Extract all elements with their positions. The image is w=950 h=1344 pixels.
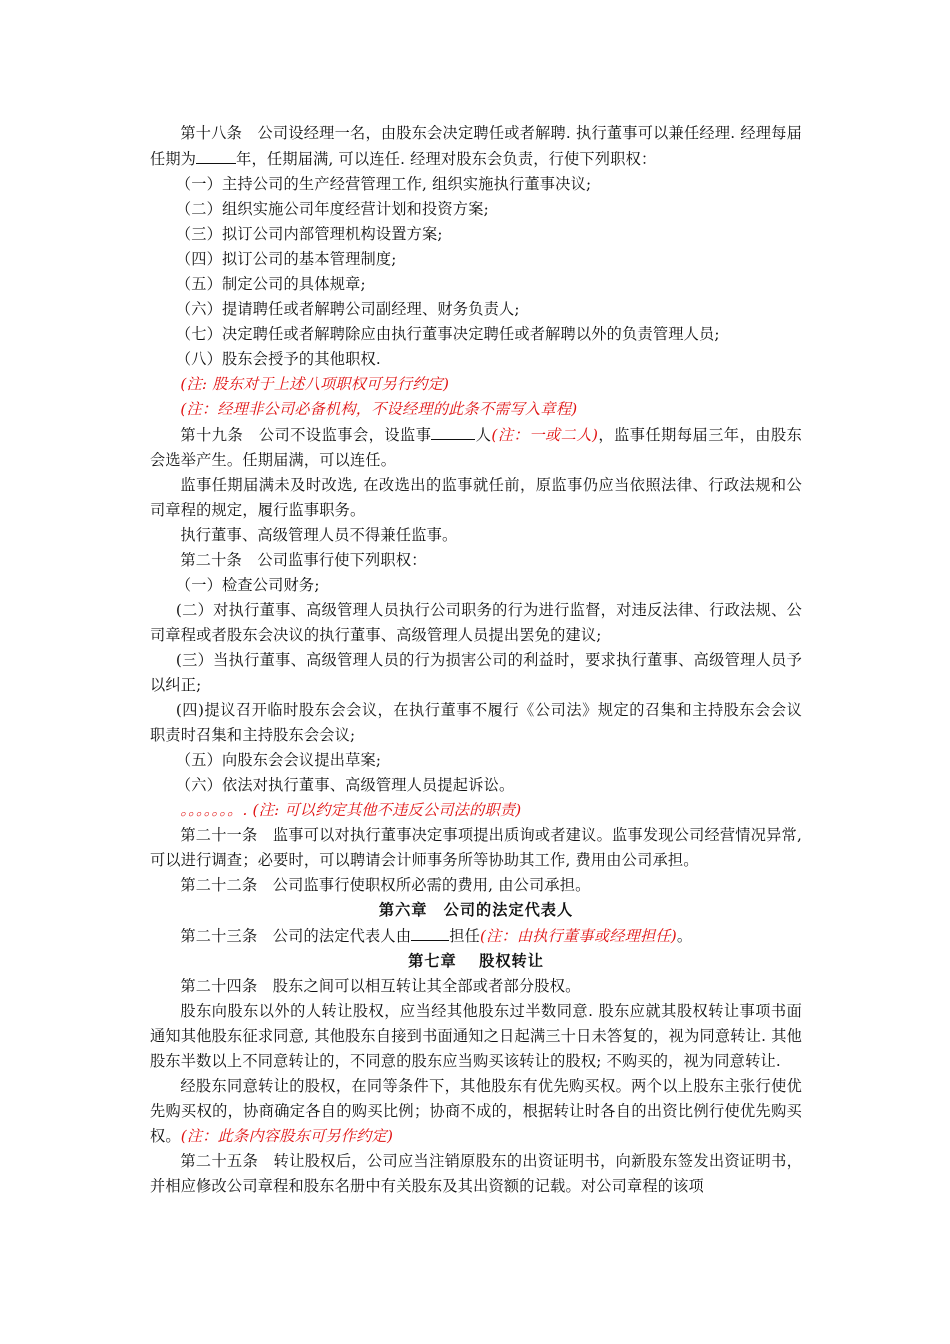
term-years-blank [196,146,236,164]
article-22: 第二十二条 公司监事行使职权所必需的费用, 由公司承担。 [180,876,591,894]
art18-item: （五）制定公司的具体规章; [175,275,366,293]
article-18-text-a: 第十八条 公司设经理一名，由股东会决定聘任或者解聘. 执行董事可以兼任经理. 经理每届任期为 [150,124,802,168]
article-19 [150,422,802,473]
document-body [150,121,802,1199]
article-23-note: (注：由执行董事或经理担任) [479,927,677,945]
chapter-7-heading: 第七章 股权转让 [408,952,544,970]
article-19-text-c: ，监事任期每届三年，由股东会选举产生。任期届满，可以连任。 [150,426,803,469]
article-23-text-c: 。 [676,927,693,945]
art20-item: （五）向股东会会议提出草案; [175,751,382,769]
chapter-6-heading: 第六章 公司的法定代表人 [378,901,574,919]
article-20: 第二十条 公司监事行使下列职权： [180,551,427,569]
article-18 [150,121,802,172]
article-19-para-3: 执行董事、高级管理人员不得兼任监事。 [180,526,458,544]
article-19-text-b: 人 [475,426,492,444]
art18-item: （八）股东会授予的其他职权. [175,350,381,368]
legal-rep-blank [411,923,449,941]
note-manager: (注：经理非公司必备机构，不设经理的此条不需写入章程) [180,400,578,418]
art18-item: （二）组织实施公司年度经营计划和投资方案; [175,200,489,218]
art18-item: （七）决定聘任或者解聘除应由执行董事决定聘任或者解聘以外的负责管理人员; [175,325,720,343]
art18-item: （一）主持公司的生产经营管理工作, 组织实施执行董事决议; [175,175,592,193]
article-19-para-2: 监事任期届满未及时改选, 在改选出的监事就任前，原监事仍应当依照法律、行政法规和公司章程的规定，履行监事职务。 [150,476,802,519]
article-24-note: (注：此条内容股东可另作约定) [180,1127,394,1145]
art20-item: (二）对执行董事、高级管理人员执行公司职务的行为进行监督，对违反法律、行政法规、公司章程或者股东会决议的执行董事、高级管理人员提出罢免的建议; [150,601,802,644]
art18-item: （六）提请聘任或者解聘公司副经理、财务负责人; [175,300,520,318]
article-19-note: (注：一或二人) [491,426,599,444]
article-23-text-a: 第二十三条 公司的法定代表人由 [180,927,412,945]
article-24-para-3-text: 经股东同意转让的股权，在同等条件下，其他股东有优先购买权。两个以上股东主张行使优先购买权的，协商确定各自的购买比例；协商不成的，根据转让时各自的出资比例行使优先购买权。 [150,1077,802,1145]
article-25: 第二十五条 转让股权后，公司应当注销原股东的出资证明书，向新股东签发出资证明书，并相应修改公司章程和股东名册中有关股东及其出资额的记载。对公司章程的该项 [150,1152,802,1195]
art20-item: (三）当执行董事、高级管理人员的行为损害公司的利益时，要求执行董事、高级管理人员予以纠正; [150,651,802,694]
supervisor-count-blank [431,422,475,440]
note-other-duties: 。。。。。。。. (注: 可以约定其他不违反公司法的职责) [180,801,522,819]
article-21: 第二十一条 监事可以对执行董事决定事项提出质询或者建议。监事发现公司经营情况异常, 可以进行调查；必要时，可以聘请会计师事务所等协助其工作, 费用由公司承担。 [150,826,802,869]
article-24-para-2: 股东向股东以外的人转让股权，应当经其他股东过半数同意. 股东应就其股权转让事项书面通知其他股东征求同意, 其他股东自接到书面通知之日起满三十日未答复的，视为同意转让. 其他股东半数以上不同意转让的，不同意的股东应当购买该转让的股权; 不购买的，视为同意转让. [150,1002,802,1070]
art20-item: （六）依法对执行董事、高级管理人员提起诉讼。 [175,776,515,794]
article-18-text-b: 年，任期届满, 可以连任. 经理对股东会负责，行使下列职权： [236,150,657,168]
art20-item: (四)提议召开临时股东会会议，在执行董事不履行《公司法》规定的召集和主持股东会会议职责时召集和主持股东会会议; [150,701,802,744]
art20-item: （一）检查公司财务; [175,576,320,594]
art18-item: （三）拟订公司内部管理机构设置方案; [175,225,443,243]
note-powers: (注: 股东对于上述八项职权可另行约定) [180,375,450,393]
article-24-para-3 [150,1074,802,1149]
art18-item: （四）拟订公司的基本管理制度; [175,250,397,268]
article-19-text-a: 第十九条 公司不设监事会，设监事 [180,426,432,444]
article-23 [150,923,802,949]
article-23-text-b: 担任 [449,927,480,945]
article-24: 第二十四条 股东之间可以相互转让其全部或者部分股权。 [180,977,581,995]
